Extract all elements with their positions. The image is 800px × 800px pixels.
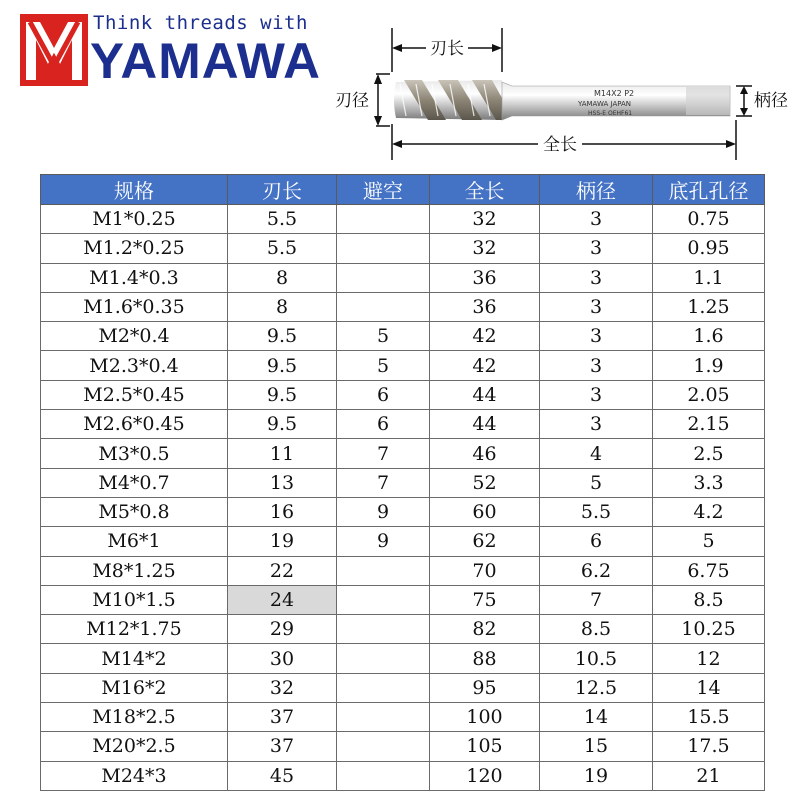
cell-flute-length: 16 <box>228 497 337 526</box>
cell-flute-length: 5.5 <box>228 234 337 263</box>
yamawa-logo-icon <box>20 14 88 86</box>
cell-total-length: 75 <box>430 585 540 614</box>
cell-flute-length: 37 <box>228 732 337 761</box>
cell-total-length: 32 <box>430 205 540 234</box>
cell-relief: 5 <box>337 322 430 351</box>
cell-total-length: 95 <box>430 673 540 702</box>
cell-shank-diameter: 4 <box>540 439 653 468</box>
header-spec: 规格 <box>41 175 228 205</box>
table-row <box>41 644 765 673</box>
table-row <box>41 703 765 732</box>
label-total-length: 全长 <box>543 135 577 155</box>
cell-shank-diameter: 14 <box>540 703 653 732</box>
tagline: Think threads with <box>93 12 308 34</box>
cell-total-length: 52 <box>430 468 540 497</box>
cell-tap-drill: 1.1 <box>653 263 765 292</box>
cell-tap-drill: 0.75 <box>653 205 765 234</box>
table-row <box>41 351 765 380</box>
table-row <box>41 205 765 234</box>
cell-relief: 5 <box>337 351 430 380</box>
brand-name: YAMAWA <box>90 33 321 89</box>
label-flute-length: 刃长 <box>430 39 464 59</box>
cell-relief <box>337 205 430 234</box>
cell-flute-length: 29 <box>228 615 337 644</box>
header-tap-drill: 底孔孔径 <box>653 175 765 205</box>
cell-spec: M18*2.5 <box>41 703 228 732</box>
cell-tap-drill: 6.75 <box>653 556 765 585</box>
cell-tap-drill: 15.5 <box>653 703 765 732</box>
cell-shank-diameter: 6.2 <box>540 556 653 585</box>
cell-tap-drill: 2.5 <box>653 439 765 468</box>
cell-spec: M20*2.5 <box>41 732 228 761</box>
table-row <box>41 234 765 263</box>
label-diameter: 刃径 <box>335 91 369 111</box>
table-row <box>41 615 765 644</box>
table-row <box>41 673 765 702</box>
cell-shank-diameter: 12.5 <box>540 673 653 702</box>
cell-relief <box>337 585 430 614</box>
tap-marking-grade: HSS-E OEHF61 <box>588 110 633 117</box>
cell-spec: M1.6*0.35 <box>41 292 228 321</box>
table-row <box>41 468 765 497</box>
cell-relief: 9 <box>337 527 430 556</box>
cell-tap-drill: 1.25 <box>653 292 765 321</box>
table-row <box>41 556 765 585</box>
cell-flute-length: 8 <box>228 292 337 321</box>
cell-flute-length: 9.5 <box>228 410 337 439</box>
cell-shank-diameter: 3 <box>540 234 653 263</box>
cell-total-length: 32 <box>430 234 540 263</box>
cell-flute-length: 9.5 <box>228 322 337 351</box>
cell-shank-diameter: 3 <box>540 380 653 409</box>
cell-flute-length: 19 <box>228 527 337 556</box>
cell-shank-diameter: 19 <box>540 761 653 790</box>
cell-relief <box>337 673 430 702</box>
header-total-length: 全长 <box>430 175 540 205</box>
cell-spec: M8*1.25 <box>41 556 228 585</box>
spec-table <box>40 174 765 791</box>
cell-tap-drill: 12 <box>653 644 765 673</box>
cell-flute-length: 9.5 <box>228 380 337 409</box>
cell-shank-diameter: 8.5 <box>540 615 653 644</box>
cell-spec: M10*1.5 <box>41 585 228 614</box>
cell-total-length: 120 <box>430 761 540 790</box>
cell-total-length: 60 <box>430 497 540 526</box>
cell-total-length: 44 <box>430 380 540 409</box>
cell-total-length: 100 <box>430 703 540 732</box>
cell-flute-length: 11 <box>228 439 337 468</box>
cell-spec: M1.2*0.25 <box>41 234 228 263</box>
tap-marking-size: M14X2 P2 <box>594 89 635 98</box>
cell-tap-drill: 21 <box>653 761 765 790</box>
table-row <box>41 761 765 790</box>
table-row <box>41 410 765 439</box>
cell-flute-length: 13 <box>228 468 337 497</box>
cell-spec: M2*0.4 <box>41 322 228 351</box>
cell-flute-length: 9.5 <box>228 351 337 380</box>
cell-tap-drill: 1.6 <box>653 322 765 351</box>
cell-shank-diameter: 5.5 <box>540 497 653 526</box>
cell-flute-length: 32 <box>228 673 337 702</box>
cell-shank-diameter: 6 <box>540 527 653 556</box>
cell-tap-drill: 2.05 <box>653 380 765 409</box>
cell-relief: 6 <box>337 380 430 409</box>
table-row <box>41 292 765 321</box>
cell-total-length: 44 <box>430 410 540 439</box>
cell-total-length: 46 <box>430 439 540 468</box>
cell-shank-diameter: 3 <box>540 351 653 380</box>
table-header-row <box>41 175 765 205</box>
cell-shank-diameter: 10.5 <box>540 644 653 673</box>
table-row <box>41 527 765 556</box>
cell-tap-drill: 3.3 <box>653 468 765 497</box>
cell-total-length: 36 <box>430 292 540 321</box>
cell-spec: M24*3 <box>41 761 228 790</box>
header-relief: 避空 <box>337 175 430 205</box>
cell-relief <box>337 615 430 644</box>
cell-total-length: 36 <box>430 263 540 292</box>
cell-relief <box>337 234 430 263</box>
cell-flute-length: 24 <box>228 585 337 614</box>
cell-spec: M14*2 <box>41 644 228 673</box>
cell-total-length: 62 <box>430 527 540 556</box>
cell-relief <box>337 292 430 321</box>
cell-flute-length: 30 <box>228 644 337 673</box>
cell-relief: 6 <box>337 410 430 439</box>
cell-spec: M1.4*0.3 <box>41 263 228 292</box>
tap-marking-brand: YAMAWA JAPAN <box>578 100 632 108</box>
cell-tap-drill: 1.9 <box>653 351 765 380</box>
cell-flute-length: 5.5 <box>228 205 337 234</box>
cell-flute-length: 22 <box>228 556 337 585</box>
cell-shank-diameter: 3 <box>540 410 653 439</box>
table-row <box>41 732 765 761</box>
header-shank-diameter: 柄径 <box>540 175 653 205</box>
table-row <box>41 439 765 468</box>
cell-shank-diameter: 3 <box>540 292 653 321</box>
cell-relief <box>337 644 430 673</box>
cell-total-length: 70 <box>430 556 540 585</box>
cell-relief: 9 <box>337 497 430 526</box>
spiral-flute-tap-icon <box>326 24 800 164</box>
cell-tap-drill: 14 <box>653 673 765 702</box>
cell-spec: M3*0.5 <box>41 439 228 468</box>
cell-relief <box>337 761 430 790</box>
cell-shank-diameter: 3 <box>540 205 653 234</box>
cell-tap-drill: 8.5 <box>653 585 765 614</box>
cell-total-length: 105 <box>430 732 540 761</box>
label-shank-diameter: 柄径 <box>754 91 788 111</box>
table-row <box>41 497 765 526</box>
header-flute-length: 刃长 <box>228 175 337 205</box>
cell-tap-drill: 10.25 <box>653 615 765 644</box>
cell-relief <box>337 263 430 292</box>
table-row <box>41 322 765 351</box>
cell-tap-drill: 2.15 <box>653 410 765 439</box>
cell-total-length: 82 <box>430 615 540 644</box>
cell-spec: M16*2 <box>41 673 228 702</box>
cell-shank-diameter: 3 <box>540 322 653 351</box>
cell-total-length: 42 <box>430 351 540 380</box>
cell-spec: M2.3*0.4 <box>41 351 228 380</box>
cell-shank-diameter: 5 <box>540 468 653 497</box>
cell-tap-drill: 4.2 <box>653 497 765 526</box>
cell-shank-diameter: 15 <box>540 732 653 761</box>
cell-relief: 7 <box>337 439 430 468</box>
cell-relief <box>337 556 430 585</box>
cell-flute-length: 45 <box>228 761 337 790</box>
cell-shank-diameter: 3 <box>540 263 653 292</box>
cell-total-length: 88 <box>430 644 540 673</box>
cell-tap-drill: 5 <box>653 527 765 556</box>
cell-spec: M6*1 <box>41 527 228 556</box>
cell-relief <box>337 732 430 761</box>
cell-flute-length: 8 <box>228 263 337 292</box>
cell-relief: 7 <box>337 468 430 497</box>
cell-flute-length: 37 <box>228 703 337 732</box>
table-row <box>41 263 765 292</box>
cell-spec: M5*0.8 <box>41 497 228 526</box>
cell-tap-drill: 17.5 <box>653 732 765 761</box>
cell-relief <box>337 703 430 732</box>
cell-spec: M12*1.75 <box>41 615 228 644</box>
cell-spec: M2.5*0.45 <box>41 380 228 409</box>
cell-shank-diameter: 7 <box>540 585 653 614</box>
cell-spec: M1*0.25 <box>41 205 228 234</box>
cell-spec: M2.6*0.45 <box>41 410 228 439</box>
table-row <box>41 380 765 409</box>
cell-spec: M4*0.7 <box>41 468 228 497</box>
cell-total-length: 42 <box>430 322 540 351</box>
cell-tap-drill: 0.95 <box>653 234 765 263</box>
table-row <box>41 585 765 614</box>
